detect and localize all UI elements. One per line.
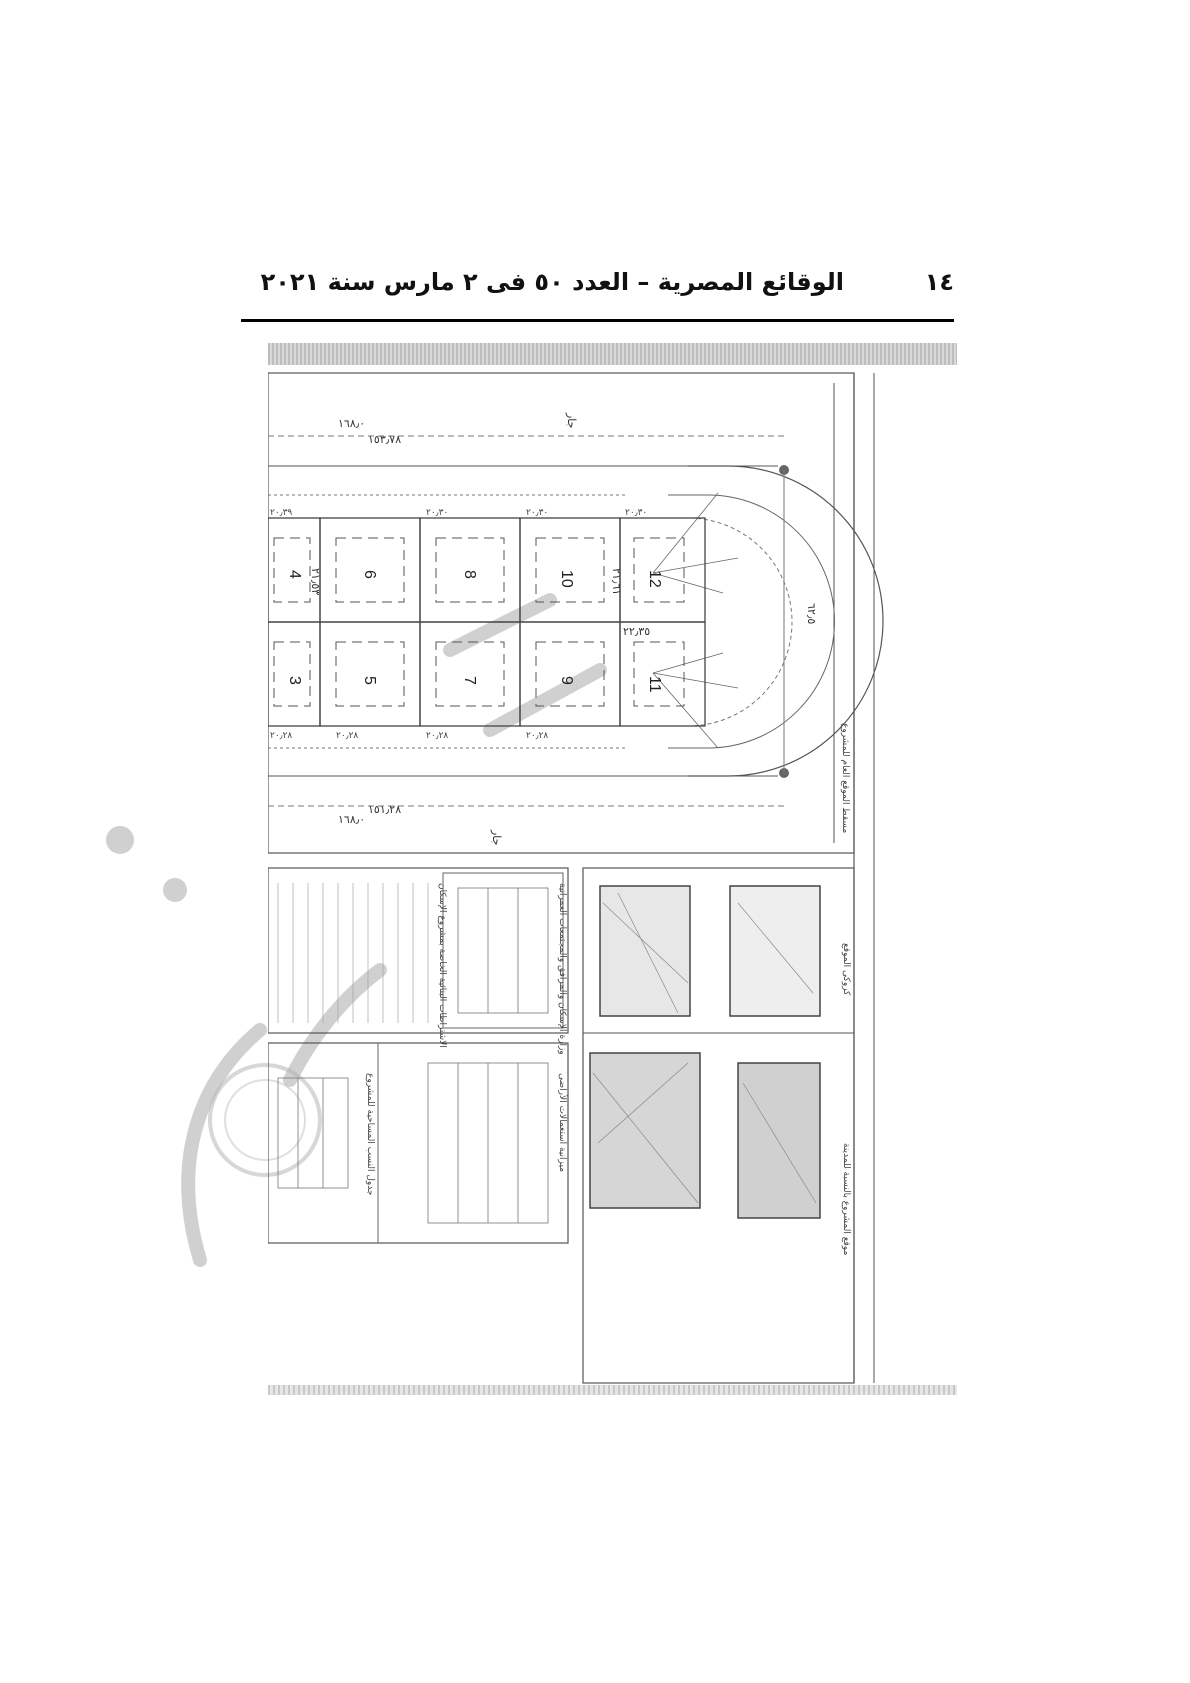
org-block: وزارة الإسكان والمرافق والمجتمعات العمرانية <box>557 883 567 1055</box>
page-number: ١٤ <box>924 268 954 296</box>
inner-dimension: ٢٢٫٣٥ <box>623 625 651 638</box>
lot-numbers-bottom <box>286 676 663 693</box>
inner-dimension: ٢١٫٥٣ <box>309 568 322 596</box>
notes-title: الاشتراطات البنائية الخاصة بمشروع الإسكان <box>437 883 447 1048</box>
plot-width: ٢٠٫٣٠ <box>526 508 549 518</box>
top-dimension-outer: ١٦٨٫٠ <box>338 417 366 430</box>
lot-number: 8 <box>461 570 478 579</box>
road-label-bottom: جار <box>490 830 503 846</box>
city-panel-label: موقع المشروع بالنسبة للمدينة <box>841 1143 851 1256</box>
plot-width: ٢٠٫٢٨ <box>526 731 549 741</box>
land-use-title: ميزانية استعمالات الأراضى <box>557 1073 567 1173</box>
plot-width: ٢٠٫٢٨ <box>336 731 359 741</box>
page-header <box>241 268 954 316</box>
plot-width: ٢٠٫٣٠ <box>426 508 449 518</box>
frame-label: مسقط الموقع العام للمشروع <box>840 723 850 834</box>
site-plan-scan <box>268 343 957 1395</box>
header-divider <box>241 319 954 322</box>
side-dimension: ٦٢٫٥ <box>805 603 818 625</box>
plot-width: ٢٠٫٣٩ <box>270 508 293 518</box>
lot-number: 10 <box>558 570 575 588</box>
lot-number: 9 <box>558 676 575 685</box>
lot-number: 5 <box>361 676 378 685</box>
bottom-dimension: ١٥١٫٢٨ <box>368 803 402 816</box>
lot-number: 7 <box>461 676 478 685</box>
lot-number: 6 <box>361 570 378 579</box>
plot-width: ٢٠٫٢٨ <box>270 731 293 741</box>
site-plan-drawing <box>268 343 957 1395</box>
location-panel-label: كروكى الموقع <box>841 943 851 996</box>
gazette-title: الوقائع المصرية – العدد ٥٠ فى ٢ مارس سنة ٢٠٢١ <box>260 268 844 296</box>
road-label-top: جار <box>565 413 578 429</box>
lot-number: 3 <box>286 676 303 685</box>
bottom-dimension-outer: ١٦٨٫٠ <box>338 813 366 826</box>
lot-number: 11 <box>646 676 663 693</box>
plot-width: ٢٠٫٢٨ <box>426 731 449 741</box>
plot-width: ٢٠٫٣٠ <box>625 508 648 518</box>
lot-numbers-top <box>286 570 663 588</box>
top-dimension: ١٥٣٫٧٨ <box>368 433 402 446</box>
area-table-title: جدول النسب المساحية للمشروع <box>365 1073 375 1196</box>
inner-dimension: ٢١٫٦١ <box>610 568 623 596</box>
scan-bottom-shade <box>268 1385 957 1395</box>
lot-number: 4 <box>286 570 303 579</box>
lot-number: 12 <box>646 570 663 588</box>
